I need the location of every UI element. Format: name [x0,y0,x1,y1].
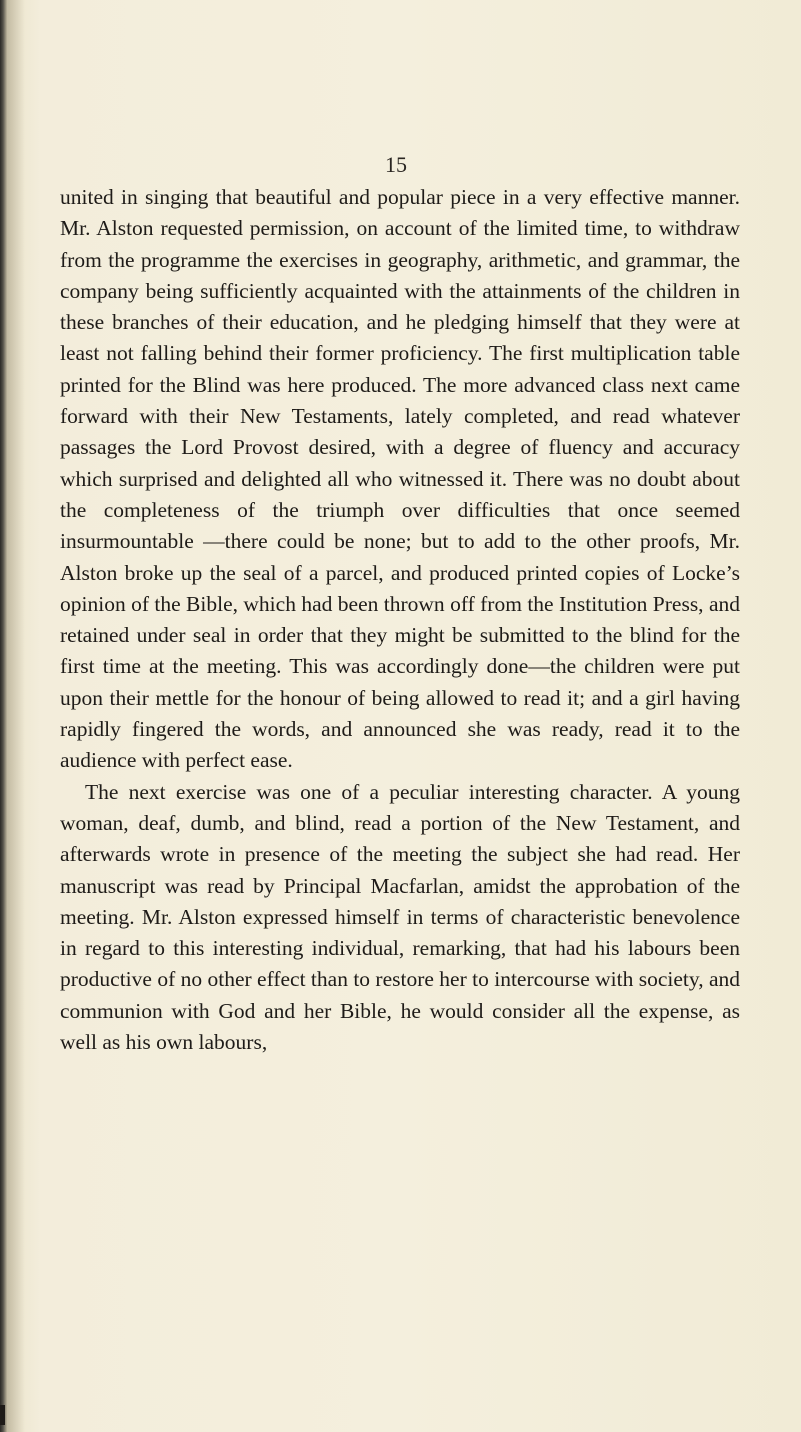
body-text [60,182,740,1058]
paragraph-1: united in singing that beautiful and popular piece in a very effective manner. Mr. Alston requested permission, on account of the limited time, to withdraw from the programme the exercises in geography, arithmetic, and grammar, the company being sufficiently acquainted with the attainments of the children in these branches of their education, and he pledging himself that they were at least not falling behind their former proficiency. The first multiplication table printed for the Blind was here produced. The more advanced class next came forward with their New Testaments, lately completed, and read whatever passages the Lord Provost desired, with a degree of fluency and accuracy which surprised and delighted all who witnessed it. There was no doubt about the completeness of the triumph over difficulties that once seemed insurmountable —there could be none; but to add to the other proofs, Mr. Alston broke up the seal of a parcel, and produced printed copies of Locke’s opinion of the Bible, which had been thrown off from the Institution Press, and retained under seal in order that they might be submitted to the blind for the first time at the meeting. This was accordingly done—the children were put upon their mettle for the honour of being allowed to read it; and a girl having rapidly fingered the words, and announced she was ready, read it to the audience with perfect ease. [60,185,740,773]
paragraph-2: The next exercise was one of a peculiar interesting character. A young woman, deaf, dumb, and blind, read a portion of the New Testament, and afterwards wrote in presence of the meeting the subject she had read. Her manuscript was read by Principal Macfarlan, amidst the approbation of the meeting. Mr. Alston expressed himself in terms of characteristic benevolence in regard to this interesting individual, remarking, that had his labours been productive of no other effect than to restore her to intercourse with society, and communion with God and her Bible, he would consider all the expense, as well as his own labours, [60,779,741,1055]
page-number: 15 [385,152,407,177]
binding-edge [0,0,7,1432]
binding-shadow [7,0,25,1432]
edge-mark [0,1405,5,1425]
